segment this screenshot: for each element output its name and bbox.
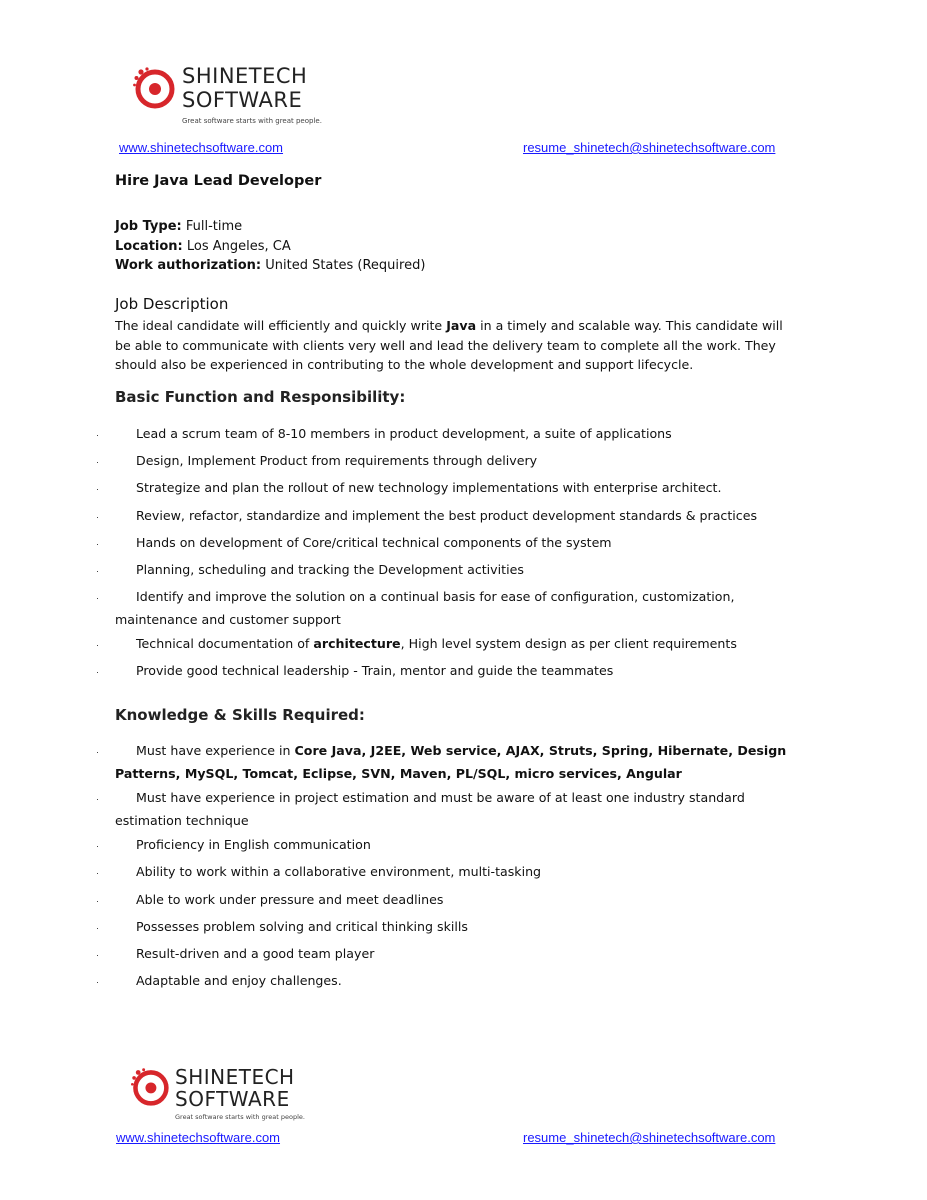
bullet-icon: ·: [96, 841, 99, 851]
job-description-heading: Job Description: [115, 295, 229, 313]
list-item: Proficiency in English communication: [136, 837, 371, 852]
responsibility-heading: Basic Function and Responsibility:: [115, 388, 406, 406]
job-type-value: Full-time: [185, 219, 243, 234]
footer-website-link[interactable]: www.shinetechsoftware.com: [116, 1130, 281, 1145]
logo-line-1: SHINETECH: [182, 64, 308, 88]
bullet-icon: ·: [96, 457, 99, 467]
list-item: Planning, scheduling and tracking the Development activities: [136, 562, 524, 577]
logo-line-1: SHINETECH: [175, 1065, 295, 1089]
bullet-icon: ·: [96, 566, 99, 576]
bullet-icon: ·: [96, 667, 99, 677]
bullet-icon: ·: [96, 747, 99, 757]
list-item: Hands on development of Core/critical technical components of the system: [136, 535, 612, 550]
list-item: Ability to work within a collaborative environment, multi-tasking: [136, 864, 542, 879]
location-value: Los Angeles, CA: [186, 238, 291, 254]
job-description-text: The ideal candidate will efficiently and quickly write Java in a timely and scalable way. This candidate will be able to communicate with clients very well and lead the delivery team to complete all the work. They should also be experienced in contributing to the whole development and support lifecycle.: [115, 318, 783, 372]
job-meta: [115, 217, 425, 276]
list-item: Technical documentation of architecture, High level system design as per client requirements: [136, 636, 737, 651]
email-link[interactable]: resume_shinetech@shinetechsoftware.com: [523, 140, 776, 155]
skills-heading: Knowledge & Skills Required:: [115, 706, 365, 724]
list-item: Result-driven and a good team player: [136, 946, 375, 961]
list-item: Identify and improve the solution on a continual basis for ease of configuration, customization, maintenance and customer support: [115, 589, 735, 627]
job-title: Hire Java Lead Developer: [115, 173, 322, 189]
bullet-icon: ·: [96, 923, 99, 933]
logo-tagline: Great software starts with great people.: [182, 117, 322, 125]
bullet-icon: ·: [96, 640, 99, 650]
work-auth-label: Work authorization:: [115, 258, 262, 273]
list-item: Must have experience in Core Java, J2EE, Web service, AJAX, Struts, Spring, Hibernate, Design Patterns, MySQL, Tomcat, Eclipse, SVN, Maven, PL/SQL, micro services, Angular: [115, 743, 787, 781]
bullet-icon: ·: [96, 593, 99, 603]
list-item: Must have experience in project estimation and must be aware of at least one industry standard estimation technique: [115, 790, 745, 828]
list-item: Adaptable and enjoy challenges.: [136, 973, 342, 988]
bullet-icon: ·: [96, 484, 99, 494]
bullet-icon: ·: [96, 896, 99, 906]
list-item: Review, refactor, standardize and implement the best product development standards & practices: [136, 508, 758, 523]
list-item: Able to work under pressure and meet deadlines: [136, 892, 444, 907]
list-item: Possesses problem solving and critical thinking skills: [136, 919, 468, 934]
footer-company-logo: [130, 1067, 305, 1121]
logo-line-2: SOFTWARE: [182, 88, 303, 112]
bullet-icon: ·: [96, 977, 99, 987]
work-auth-value: United States (Required): [265, 258, 426, 273]
shinetech-logo-icon: [130, 1067, 170, 1107]
logo-line-2: SOFTWARE: [175, 1087, 290, 1111]
shinetech-logo-icon: [132, 66, 176, 110]
bullet-icon: ·: [96, 430, 99, 440]
location-label: Location:: [115, 238, 183, 254]
logo-tagline: Great software starts with great people.: [175, 1113, 305, 1121]
list-item: Lead a scrum team of 8-10 members in product development, a suite of applications: [136, 426, 672, 441]
footer-email-link[interactable]: resume_shinetech@shinetechsoftware.com: [523, 1130, 776, 1145]
job-type-label: Job Type:: [115, 219, 182, 234]
bullet-icon: ·: [96, 950, 99, 960]
list-item: Provide good technical leadership - Train, mentor and guide the teammates: [136, 663, 614, 678]
website-link[interactable]: www.shinetechsoftware.com: [119, 140, 284, 155]
bullet-icon: ·: [96, 539, 99, 549]
bullet-icon: ·: [96, 868, 99, 878]
list-item: Strategize and plan the rollout of new technology implementations with enterprise architect.: [136, 480, 722, 495]
bullet-icon: ·: [96, 512, 99, 522]
list-item: Design, Implement Product from requirements through delivery: [136, 453, 538, 468]
bullet-icon: ·: [96, 794, 99, 804]
company-logo: [132, 66, 322, 125]
